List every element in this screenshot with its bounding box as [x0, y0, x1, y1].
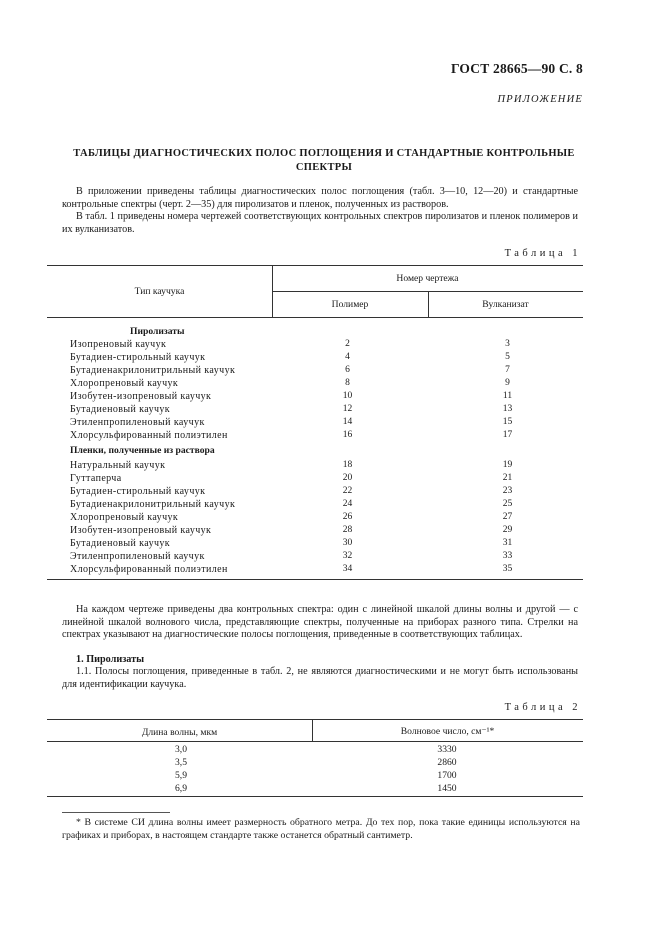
table-row-name: Бутадиеновый каучук	[70, 538, 171, 549]
table-row-polymer: 32	[342, 551, 353, 561]
table-row-polymer: 22	[342, 486, 353, 496]
table-row-polymer: 10	[342, 391, 353, 401]
table-row-name: Этиленпропиленовый каучук	[70, 551, 205, 562]
intro-paragraph-1: В приложении приведены таблицы диагностических полос поглощения (табл. 3—10, 12—20) и стандартные контрольные спектры (черт. 2—35) для пиролизатов и пленок, полученных из растворов.	[62, 186, 578, 210]
table-row-vulcanizate: 15	[502, 417, 513, 427]
table2-col-wavelength: Длина волны, мкм	[141, 727, 218, 738]
table2-top-border	[47, 719, 583, 720]
table-row-name: Изобутен-изопреновый каучук	[70, 525, 212, 536]
table-row-polymer: 8	[345, 378, 350, 388]
table-row-vulcanizate: 3	[505, 339, 510, 349]
footnote: * В системе СИ длина волны имеет размерность обратного метра. До тех пор, пока такие единицы используются на графиках и приборах, в настоящем стандарте также останется обратный сантиметр.	[62, 817, 580, 841]
table-row-vulcanizate: 5	[505, 352, 510, 362]
table-row-vulcanizate: 35	[502, 564, 513, 574]
page-header-title: ГОСТ 28665—90 С. 8	[450, 61, 583, 76]
table-row-name: Изопреновый каучук	[70, 339, 167, 350]
table-row-name: Бутадиен-стирольный каучук	[70, 352, 206, 363]
table2-bottom-border	[47, 796, 583, 797]
table-row-polymer: 34	[342, 564, 353, 574]
table-row-polymer: 26	[342, 512, 353, 522]
table-row-wavenumber: 1450	[437, 783, 457, 794]
table-row-name: Бутадиеновый каучук	[70, 404, 171, 415]
table-row-vulcanizate: 33	[502, 551, 513, 561]
table-row-vulcanizate: 23	[502, 486, 513, 496]
section-paragraph-1-1: 1.1. Полосы поглощения, приведенные в табл. 2, не являются диагностическими и не могут быть использованы для идентификации каучука.	[62, 666, 578, 690]
table-row-vulcanizate: 21	[502, 473, 513, 483]
table-row-polymer: 2	[345, 339, 350, 349]
table-row-polymer: 14	[342, 417, 353, 427]
table1-col-type: Тип каучука	[134, 286, 185, 297]
table-row-name: Хлоропреновый каучук	[70, 512, 179, 523]
table-row-name: Хлорсульфированный полиэтилен	[70, 564, 228, 575]
table-row-polymer: 24	[342, 499, 353, 509]
table1-label: Таблица 1	[504, 248, 581, 259]
table-row-vulcanizate: 19	[502, 460, 513, 470]
table-row-wavelength: 3,0	[175, 744, 187, 755]
table-row-vulcanizate: 29	[502, 525, 513, 535]
table-row-vulcanizate: 17	[502, 430, 513, 440]
table1-col-vulcanizate: Вулканизат	[482, 299, 529, 310]
table-row-vulcanizate: 13	[502, 404, 513, 414]
table1-bottom-border	[47, 579, 583, 580]
table-row-name: Хлоропреновый каучук	[70, 378, 179, 389]
table-row-wavelength: 6,9	[175, 783, 187, 794]
table-row-polymer: 28	[342, 525, 353, 535]
table-row-name: Гуттаперча	[70, 473, 122, 484]
table2-label: Таблица 2	[504, 702, 581, 713]
table-row-wavenumber: 1700	[437, 770, 457, 781]
table-row-name: Хлорсульфированный полиэтилен	[70, 430, 228, 441]
table2-header-bottom-border	[47, 741, 583, 742]
table-row-name: Бутадиенакрилонитрильный каучук	[70, 499, 236, 510]
table1-section-pyrolyzates: Пиролизаты	[130, 326, 185, 337]
section-title-pyrolyzates: 1. Пиролизаты	[76, 654, 145, 665]
table-row-polymer: 18	[342, 460, 353, 470]
appendix-label: ПРИЛОЖЕНИЕ	[497, 94, 583, 105]
table-row-polymer: 12	[342, 404, 353, 414]
table1-col-polymer: Полимер	[331, 299, 369, 310]
table-row-polymer: 20	[342, 473, 353, 483]
table-row-vulcanizate: 27	[502, 512, 513, 522]
table1-header-bottom-border	[47, 317, 583, 318]
table1-top-border	[47, 265, 583, 266]
table-row-name: Этиленпропиленовый каучук	[70, 417, 205, 428]
table-row-polymer: 6	[345, 365, 350, 375]
table-row-name: Бутадиен-стирольный каучук	[70, 486, 206, 497]
document-title: ТАБЛИЦЫ ДИАГНОСТИЧЕСКИХ ПОЛОС ПОГЛОЩЕНИЯ И СТАНДАРТНЫЕ КОНТРОЛЬНЫЕ СПЕКТРЫ	[73, 148, 575, 173]
table-row-wavelength: 3,5	[175, 757, 187, 768]
table-row-vulcanizate: 11	[502, 391, 513, 401]
table-row-name: Изобутен-изопреновый каучук	[70, 391, 212, 402]
table-row-vulcanizate: 31	[502, 538, 513, 548]
table-row-name: Натуральный каучук	[70, 460, 166, 471]
table-row-wavenumber: 2860	[437, 757, 457, 768]
table-row-name: Бутадиенакрилонитрильный каучук	[70, 365, 236, 376]
table1-col-group: Номер чертежа	[396, 273, 459, 284]
table-row-wavenumber: 3330	[437, 744, 457, 755]
table-row-vulcanizate: 7	[505, 365, 510, 375]
table-row-polymer: 16	[342, 430, 353, 440]
table-row-polymer: 4	[345, 352, 350, 362]
intro-paragraph-2: В табл. 1 приведены номера чертежей соответствующих контрольных спектров пиролизатов и пленок полимеров и их вулканизатов.	[62, 211, 578, 235]
table2-col-wavenumber: Волновое число, см⁻¹*	[400, 726, 495, 737]
table-row-polymer: 30	[342, 538, 353, 548]
spectra-description-paragraph: На каждом чертеже приведены два контрольных спектра: один с линейной шкалой длины волны и другой — с линейной шкалой волнового числа, представляющие спектры, полученные на приборах разного типа. Стрелки на спектрах указывают на диагностические полосы поглощения, приведенные в соответствующих таблицах.	[62, 604, 578, 641]
table-row-wavelength: 5,9	[175, 770, 187, 781]
table1-section-films: Пленки, полученные из раствора	[70, 445, 215, 456]
table-row-vulcanizate: 25	[502, 499, 513, 509]
table-row-vulcanizate: 9	[505, 378, 510, 388]
footnote-rule	[62, 812, 170, 813]
